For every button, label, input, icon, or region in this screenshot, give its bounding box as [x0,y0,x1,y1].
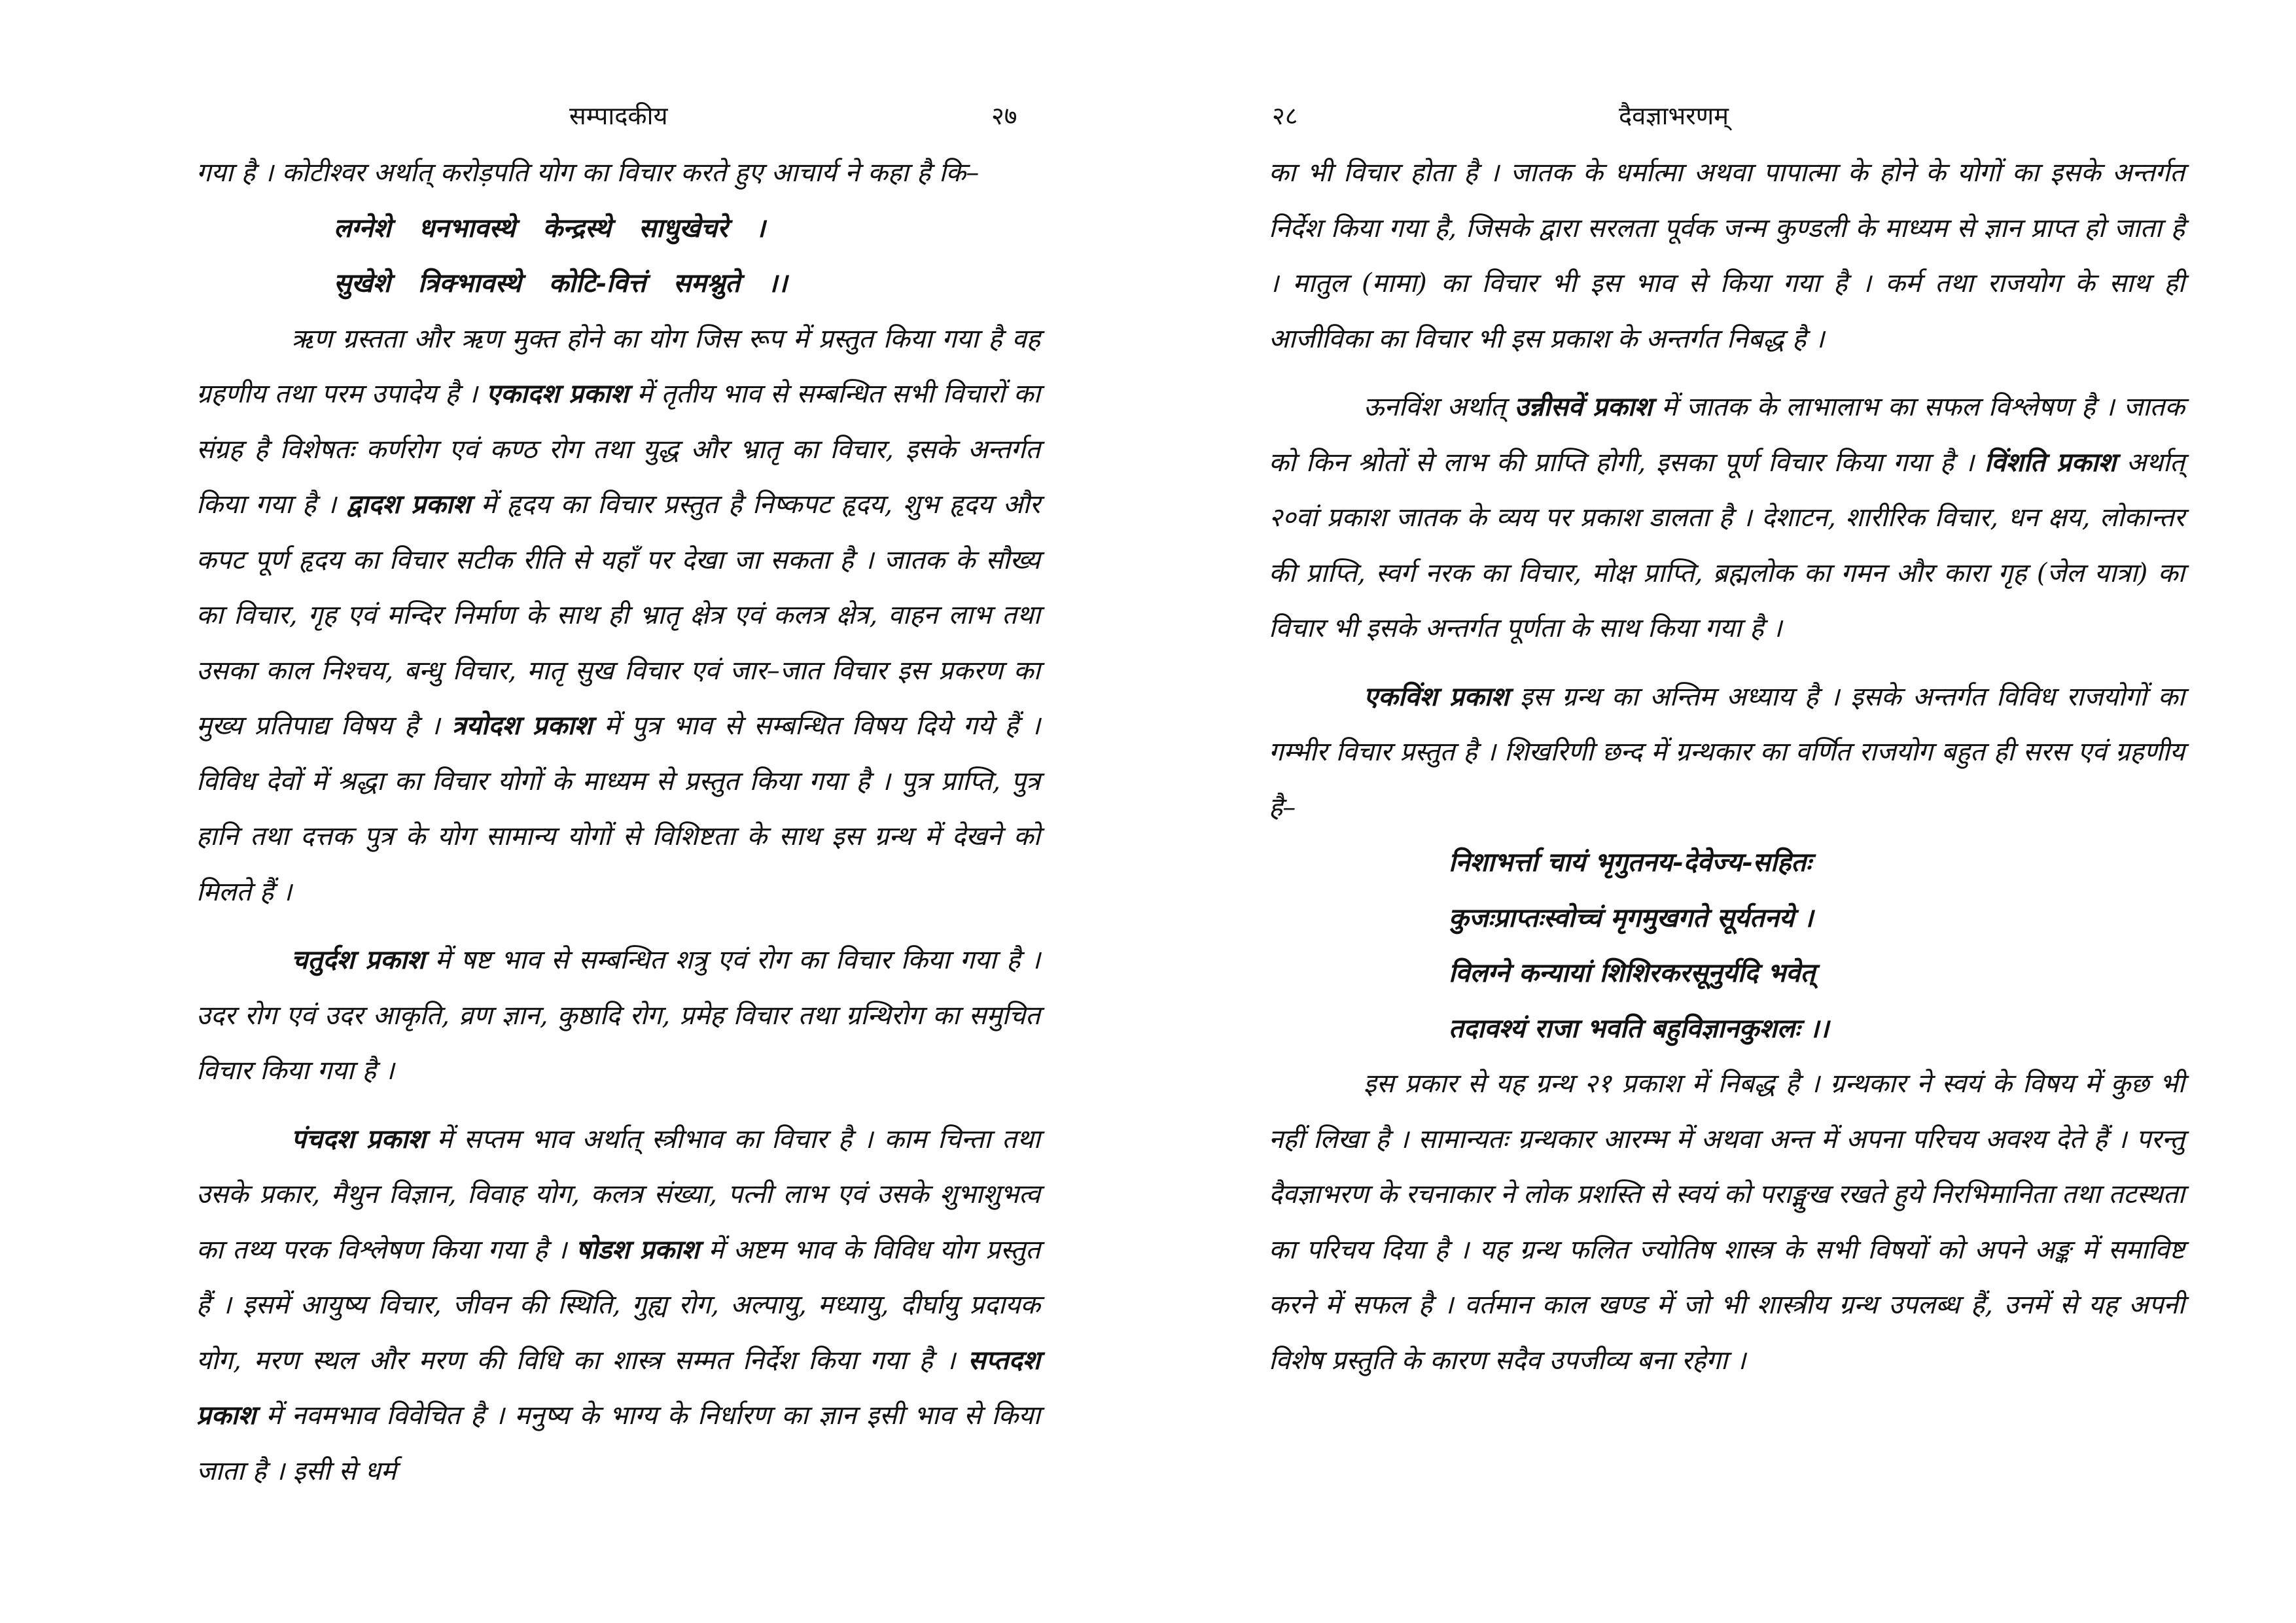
verse-line: सुखेशे त्रिक्भावस्थे कोटि-वित्तं समश्नुते ।। [334,268,788,298]
verse-line: लग्नेशे धनभावस्थे केन्द्रस्थे साधुखेचरे । [334,212,766,243]
verse-line: तदावश्यं राजा भवति बहुविज्ञानकुशलः ।। [1449,1012,1829,1044]
chapter-name: षोडश प्रकाश [576,1234,699,1265]
paragraph [1269,380,2185,656]
running-header-title: दैवज्ञाभरणम् [1619,101,1729,130]
paragraph: का भी विचार होता है । जातक के धर्मात्मा अथवा पापात्मा के होने के योगों का इसके अन्तर्गत निर्देश किया गया है, जिसके द्वारा सरलता पूर्वक जन्म कुण्डली के माध्यम से ज्ञान प्राप्त हो जाता है । मातुल (मामा) का विचार भी इस भाव से किया गया है । कर्म तथा राजयोग के साथ ही आजीविका का विचार भी इस प्रकाश के अन्तर्गत निबद्ध है । [1269,158,2185,354]
page-number: २८ [1272,101,1298,130]
text-run: ऊनविंश अर्थात् [1364,392,1515,422]
text-run: में तृतीय भाव से सम्बन्धित सभी विचारों का संग्रह है विशेषतः कर्णरोग एवं कण्ठ रोग तथा युद्ध और भ्रातृ का विचार, इसके अन्तर्गत किया गया है । [196,379,1040,520]
text-run: इस ग्रन्थ का अन्तिम अध्याय है । इसके अन्तर्गत विविध राजयोगों का गम्भीर विचार प्रस्तुत है । शिखरिणी छन्द में ग्रन्थकार का वर्णित राजयोग बहुत ही सरस एवं ग्रहणीय है– [1269,681,2185,823]
page-body [1269,145,2185,1388]
text-run: में अष्टम भाव के विविध योग प्रस्तुत हैं । इसमें आयुष्य विचार, जीवन की स्थिति, गुह्य रोग, अल्पायु, मध्यायु, दीर्घायु प्रदायक योग, मरण स्थल और मरण की विधि का शास्त्र सम्मत निर्देश किया गया है । [196,1234,1041,1376]
text-run: में सप्तम भाव अर्थात् स्त्रीभाव का विचार है । काम चिन्ता तथा उसके प्रकार, मैथुन विज्ञान, विवाह योग, कलत्र संख्या, पत्नी लाभ एवं उसके शुभाशुभत्व का तथ्य परक विश्लेषण किया गया है । [196,1124,1040,1265]
page-body [196,145,1040,1499]
running-header-title: सम्पादकीय [569,101,668,130]
chapter-name: पंचदश प्रकाश [291,1123,426,1154]
text-run: में जातक के लाभालाभ का सफल विश्लेषण है । जातक को किन श्रोतों से लाभ की प्राप्ति होगी, इसका पूर्ण विचार किया गया है । [1269,392,2185,478]
paragraph [1269,669,2185,836]
right-page [1148,0,2296,1623]
chapter-name: सप्तदश प्रकाश [196,1344,1040,1431]
chapter-name: उन्नीसवें प्रकाश [1514,391,1653,422]
verse-line: निशाभर्त्ता चायं भृगुतनय-देवेज्य-सहितः [1449,847,1812,878]
paragraph [196,933,1040,1099]
verse-line: कुजःप्राप्तःस्वोच्चं मृगमुखगते सूर्यतनये । [1449,902,1814,933]
paragraph: गया है । कोटीश्वर अर्थात् करोड़पति योग का विचार करते हुए आचार्य ने कहा है कि– [196,158,980,188]
sanskrit-verse [1269,835,2185,1056]
chapter-name: एकविंश प्रकाश [1364,681,1510,712]
chapter-name: विंशति प्रकाश [1984,446,2116,478]
sanskrit-verse [196,201,1040,312]
chapter-name: एकादश प्रकाश [486,378,629,409]
paragraph [196,312,1040,920]
paragraph: इस प्रकार से यह ग्रन्थ २१ प्रकाश में निबद्ध है । ग्रन्थकार ने स्वयं के विषय में कुछ भी नहीं लिखा है । सामान्यतः ग्रन्थकार आरम्भ में अथवा अन्त में अपना परिचय अवश्य देते हैं । परन्तु दैवज्ञाभरण के रचनाकार ने लोक प्रशस्ति से स्वयं को पराङ्मुख रखते हुये निरभिमानिता तथा तटस्थता का परिचय दिया है । यह ग्रन्थ फलित ज्योतिष शास्त्र के सभी विषयों को अपने अङ्क में समाविष्ट करने में सफल है । वर्तमान काल खण्ड में जो भी शास्त्रीय ग्रन्थ उपलब्ध हैं, उनमें से यह अपनी विशेष प्रस्तुति के कारण सदैव उपजीव्य बना रहेगा । [1269,1069,2185,1376]
chapter-name: चतुर्दश प्रकाश [291,944,425,975]
verse-line: विलग्ने कन्यायां शिशिरकरसूनुर्यदि भवेत् [1449,957,1816,988]
text-run: में हृदय का विचार प्रस्तुत है निष्कपट हृदय, शुभ हृदय और कपट पूर्ण हृदय का विचार सटीक रीति से यहाँ पर देखा जा सकता है । जातक के सौख्य का विचार, गृह एवं मन्दिर निर्माण के साथ ही भ्रातृ क्षेत्र एवं कलत्र क्षेत्र, वाहन लाभ तथा उसका काल निश्चय, बन्धु विचार, मातृ सुख विचार एवं जार–जात विचार इस प्रकरण का मुख्य प्रतिपाद्य विषय है । [196,490,1041,741]
page-number: २७ [991,101,1017,130]
chapter-name: त्रयोदश प्रकाश [451,710,592,741]
text-run: में नवमभाव विवेचित है । मनुष्य के भाग्य के निर्धारण का ज्ञान इसी भाव से किया जाता है । इसी से धर्म [196,1400,1040,1486]
text-run: अर्थात् २०वां प्रकाश जातक के व्यय पर प्रकाश डालता है । देशाटन, शारीरिक विचार, धन क्षय, लोकान्तर की प्राप्ति, स्वर्ग नरक का विचार, मोक्ष प्राप्ति, ब्रह्मलोक का गमन और कारा गृह (जेल यात्रा) का विचार भी इसके अन्तर्गत पूर्णता के साथ किया गया है । [1269,447,2185,643]
text-run: में पुत्र भाव से सम्बन्धित विषय दिये गये हैं । विविध देवों में श्रद्धा का विचार योगों के माध्यम से प्रस्तुत किया गया है । पुत्र प्राप्ति, पुत्र हानि तथा दत्तक पुत्र के योग सामान्य योगों से विशिष्टता के साथ इस ग्रन्थ में देखने को मिलते हैं । [196,711,1040,907]
chapter-name: द्वादश प्रकाश [346,489,471,520]
text-run: में षष्ट भाव से सम्बन्धित शत्रु एवं रोग का विचार किया गया है । उदर रोग एवं उदर आकृति, व्रण ज्ञान, कुष्ठादि रोग, प्रमेह विचार तथा ग्रन्थिरोग का समुचित विचार किया गया है । [196,945,1041,1086]
text-run: ऋण ग्रस्तता और ऋण मुक्त होने का योग जिस रूप में प्रस्तुत किया गया है वह ग्रहणीय तथा परम उपादेय है । [196,323,1040,409]
paragraph [196,1112,1040,1499]
